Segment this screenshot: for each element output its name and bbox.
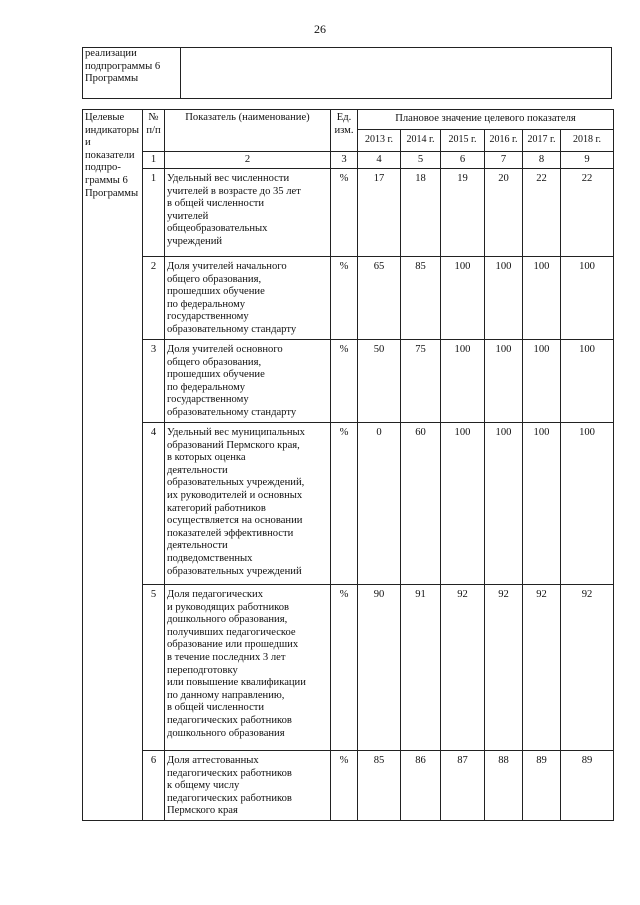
indicator-name-line: Доля педагогических xyxy=(167,589,264,600)
value-cell: 100 xyxy=(485,340,523,423)
indicator-name-line: прошедших обучение xyxy=(167,286,265,298)
row-number: 3 xyxy=(143,340,165,423)
indicator-name-line: деятельности xyxy=(167,540,228,552)
indicator-name-line: общеобразовательных xyxy=(167,223,268,235)
table-row xyxy=(83,340,614,423)
year-header: 2017 г. xyxy=(523,130,561,152)
row-number: 2 xyxy=(143,257,165,340)
indicator-name-line: переподготовку xyxy=(167,664,238,676)
year-header: 2015 г. xyxy=(441,130,485,152)
indicator-name xyxy=(165,340,331,423)
indicators-table xyxy=(82,109,614,821)
indicator-name-line: образовательному стандарту xyxy=(167,406,297,418)
table-row xyxy=(83,751,614,821)
unit-cell: % xyxy=(331,423,358,585)
indicator-name-line: Удельный вес муниципальных xyxy=(167,427,305,438)
value-cell: 92 xyxy=(523,585,561,751)
unit-cell: % xyxy=(331,340,358,423)
index-cell: 4 xyxy=(358,152,401,169)
indicator-name-line: дошкольного образования, xyxy=(167,614,288,626)
indicator-name-line: по федеральному xyxy=(167,381,246,393)
value-cell: 60 xyxy=(401,423,441,585)
value-cell: 100 xyxy=(561,423,614,585)
indicator-name-line: в течение последних 3 лет xyxy=(167,651,286,663)
index-cell: 3 xyxy=(331,152,358,169)
row-header-line: индикаторы xyxy=(85,124,140,136)
indicator-name xyxy=(165,423,331,585)
value-cell: 88 xyxy=(485,751,523,821)
value-cell: 100 xyxy=(523,340,561,423)
indicator-name xyxy=(165,257,331,340)
value-cell: 92 xyxy=(485,585,523,751)
index-cell: 7 xyxy=(485,152,523,169)
index-cell: 6 xyxy=(441,152,485,169)
indicator-name-line: деятельности xyxy=(167,464,228,476)
row-header-line: Целевые xyxy=(85,112,125,123)
index-cell: 5 xyxy=(401,152,441,169)
index-cell: 2 xyxy=(165,152,331,169)
row-number: 4 xyxy=(143,423,165,585)
indicator-name-line: Пермского края xyxy=(167,805,238,817)
value-cell: 22 xyxy=(561,169,614,257)
label-line: Программы xyxy=(85,73,139,85)
unit-cell: % xyxy=(331,169,358,257)
value-cell: 100 xyxy=(441,423,485,585)
label-line: подпрограммы 6 xyxy=(85,60,161,72)
indicator-name-line: по данному направлению, xyxy=(167,689,285,701)
indicator-name xyxy=(165,585,331,751)
indicator-name-line: образование или прошедших xyxy=(167,639,299,651)
row-number: 1 xyxy=(143,169,165,257)
value-cell: 0 xyxy=(358,423,401,585)
page-number: 26 xyxy=(314,22,326,36)
indicator-name-line: их руководителей и основных xyxy=(167,489,303,501)
index-cell: 9 xyxy=(561,152,614,169)
value-cell: 89 xyxy=(523,751,561,821)
indicator-name-line: и руководящих работников xyxy=(167,601,290,613)
value-cell: 91 xyxy=(401,585,441,751)
indicator-name-line: учителей в возрасте до 35 лет xyxy=(167,185,301,197)
indicator-name xyxy=(165,169,331,257)
indicator-name-line: педагогических работников xyxy=(167,792,292,804)
row-number: 6 xyxy=(143,751,165,821)
table-row xyxy=(83,585,614,751)
value-cell: 92 xyxy=(441,585,485,751)
indicator-name-line: к общему числу xyxy=(167,780,240,792)
label-line: реализации xyxy=(85,48,137,59)
indicator-name-line: образовательному стандарту xyxy=(167,323,297,335)
table-row xyxy=(83,169,614,257)
implementation-value xyxy=(181,48,612,99)
indicator-name-line: категорий работников xyxy=(167,502,266,514)
indicator-name-line: дошкольного образования xyxy=(167,727,285,739)
value-cell: 100 xyxy=(441,257,485,340)
value-cell: 89 xyxy=(561,751,614,821)
row-header-line: Программы xyxy=(85,187,139,199)
value-cell: 85 xyxy=(401,257,441,340)
year-header: 2016 г. xyxy=(485,130,523,152)
indicator-name-line: государственному xyxy=(167,311,249,323)
indicator-name-line: осуществляется на основании xyxy=(167,515,303,527)
indicator-name-line: по федеральному xyxy=(167,298,246,310)
row-header xyxy=(83,110,143,821)
row-number: 5 xyxy=(143,585,165,751)
index-cell: 8 xyxy=(523,152,561,169)
indicator-name-line: образований Пермского края, xyxy=(167,439,300,451)
indicator-name-line: в которых оценка xyxy=(167,452,246,464)
unit-cell: % xyxy=(331,257,358,340)
col-num-header: № п/п xyxy=(143,110,165,152)
implementation-table xyxy=(82,47,612,99)
indicator-name-line: учреждений xyxy=(167,235,223,247)
col-unit-header: Ед. изм. xyxy=(331,110,358,152)
indicator-name-line: образовательных учреждений xyxy=(167,565,302,577)
unit-cell: % xyxy=(331,751,358,821)
indicator-name-line: педагогических работников xyxy=(167,767,292,779)
value-cell: 100 xyxy=(523,423,561,585)
indicator-name-line: в общей численности xyxy=(167,702,265,714)
index-row xyxy=(83,152,614,169)
indicator-name-line: или повышение квалификации xyxy=(167,677,306,689)
table-row xyxy=(83,423,614,585)
year-header: 2013 г. xyxy=(358,130,401,152)
indicator-name-line: показателей эффективности xyxy=(167,527,294,539)
col-plan-header: Плановое значение целевого показателя xyxy=(358,110,614,130)
indicator-name-line: получивших педагогическое xyxy=(167,626,296,638)
value-cell: 86 xyxy=(401,751,441,821)
col-name-header: Показатель (наименование) xyxy=(165,110,331,152)
indicator-name-line: в общей численности xyxy=(167,198,265,210)
value-cell: 65 xyxy=(358,257,401,340)
index-cell: 1 xyxy=(143,152,165,169)
implementation-label xyxy=(83,48,181,99)
table-row xyxy=(83,257,614,340)
unit-cell: % xyxy=(331,585,358,751)
value-cell: 100 xyxy=(485,423,523,585)
indicator-name-line: образовательных учреждений, xyxy=(167,477,305,489)
value-cell: 90 xyxy=(358,585,401,751)
value-cell: 19 xyxy=(441,169,485,257)
value-cell: 100 xyxy=(523,257,561,340)
row-header-line: граммы 6 xyxy=(85,174,128,186)
value-cell: 100 xyxy=(561,257,614,340)
value-cell: 50 xyxy=(358,340,401,423)
indicator-name-line: общего образования, xyxy=(167,273,262,285)
value-cell: 20 xyxy=(485,169,523,257)
row-header-line: подпро- xyxy=(85,162,121,174)
indicator-name-line: прошедших обучение xyxy=(167,369,265,381)
indicator-name-line: подведомственных xyxy=(167,552,253,564)
value-cell: 100 xyxy=(485,257,523,340)
value-cell: 17 xyxy=(358,169,401,257)
indicator-name-line: общего образования, xyxy=(167,356,262,368)
value-cell: 100 xyxy=(561,340,614,423)
value-cell: 18 xyxy=(401,169,441,257)
value-cell: 100 xyxy=(441,340,485,423)
indicator-name-line: Доля учителей основного xyxy=(167,344,283,355)
indicator-name-line: Удельный вес численности xyxy=(167,173,290,184)
indicator-name xyxy=(165,751,331,821)
value-cell: 75 xyxy=(401,340,441,423)
year-header: 2018 г. xyxy=(561,130,614,152)
indicator-name-line: Доля учителей начального xyxy=(167,261,287,272)
value-cell: 22 xyxy=(523,169,561,257)
row-header-line: и показатели xyxy=(85,137,135,161)
indicator-name-line: учителей xyxy=(167,210,209,222)
indicator-name-line: педагогических работников xyxy=(167,714,292,726)
value-cell: 85 xyxy=(358,751,401,821)
year-header: 2014 г. xyxy=(401,130,441,152)
value-cell: 92 xyxy=(561,585,614,751)
indicator-name-line: Доля аттестованных xyxy=(167,755,259,766)
indicator-name-line: государственному xyxy=(167,394,249,406)
value-cell: 87 xyxy=(441,751,485,821)
